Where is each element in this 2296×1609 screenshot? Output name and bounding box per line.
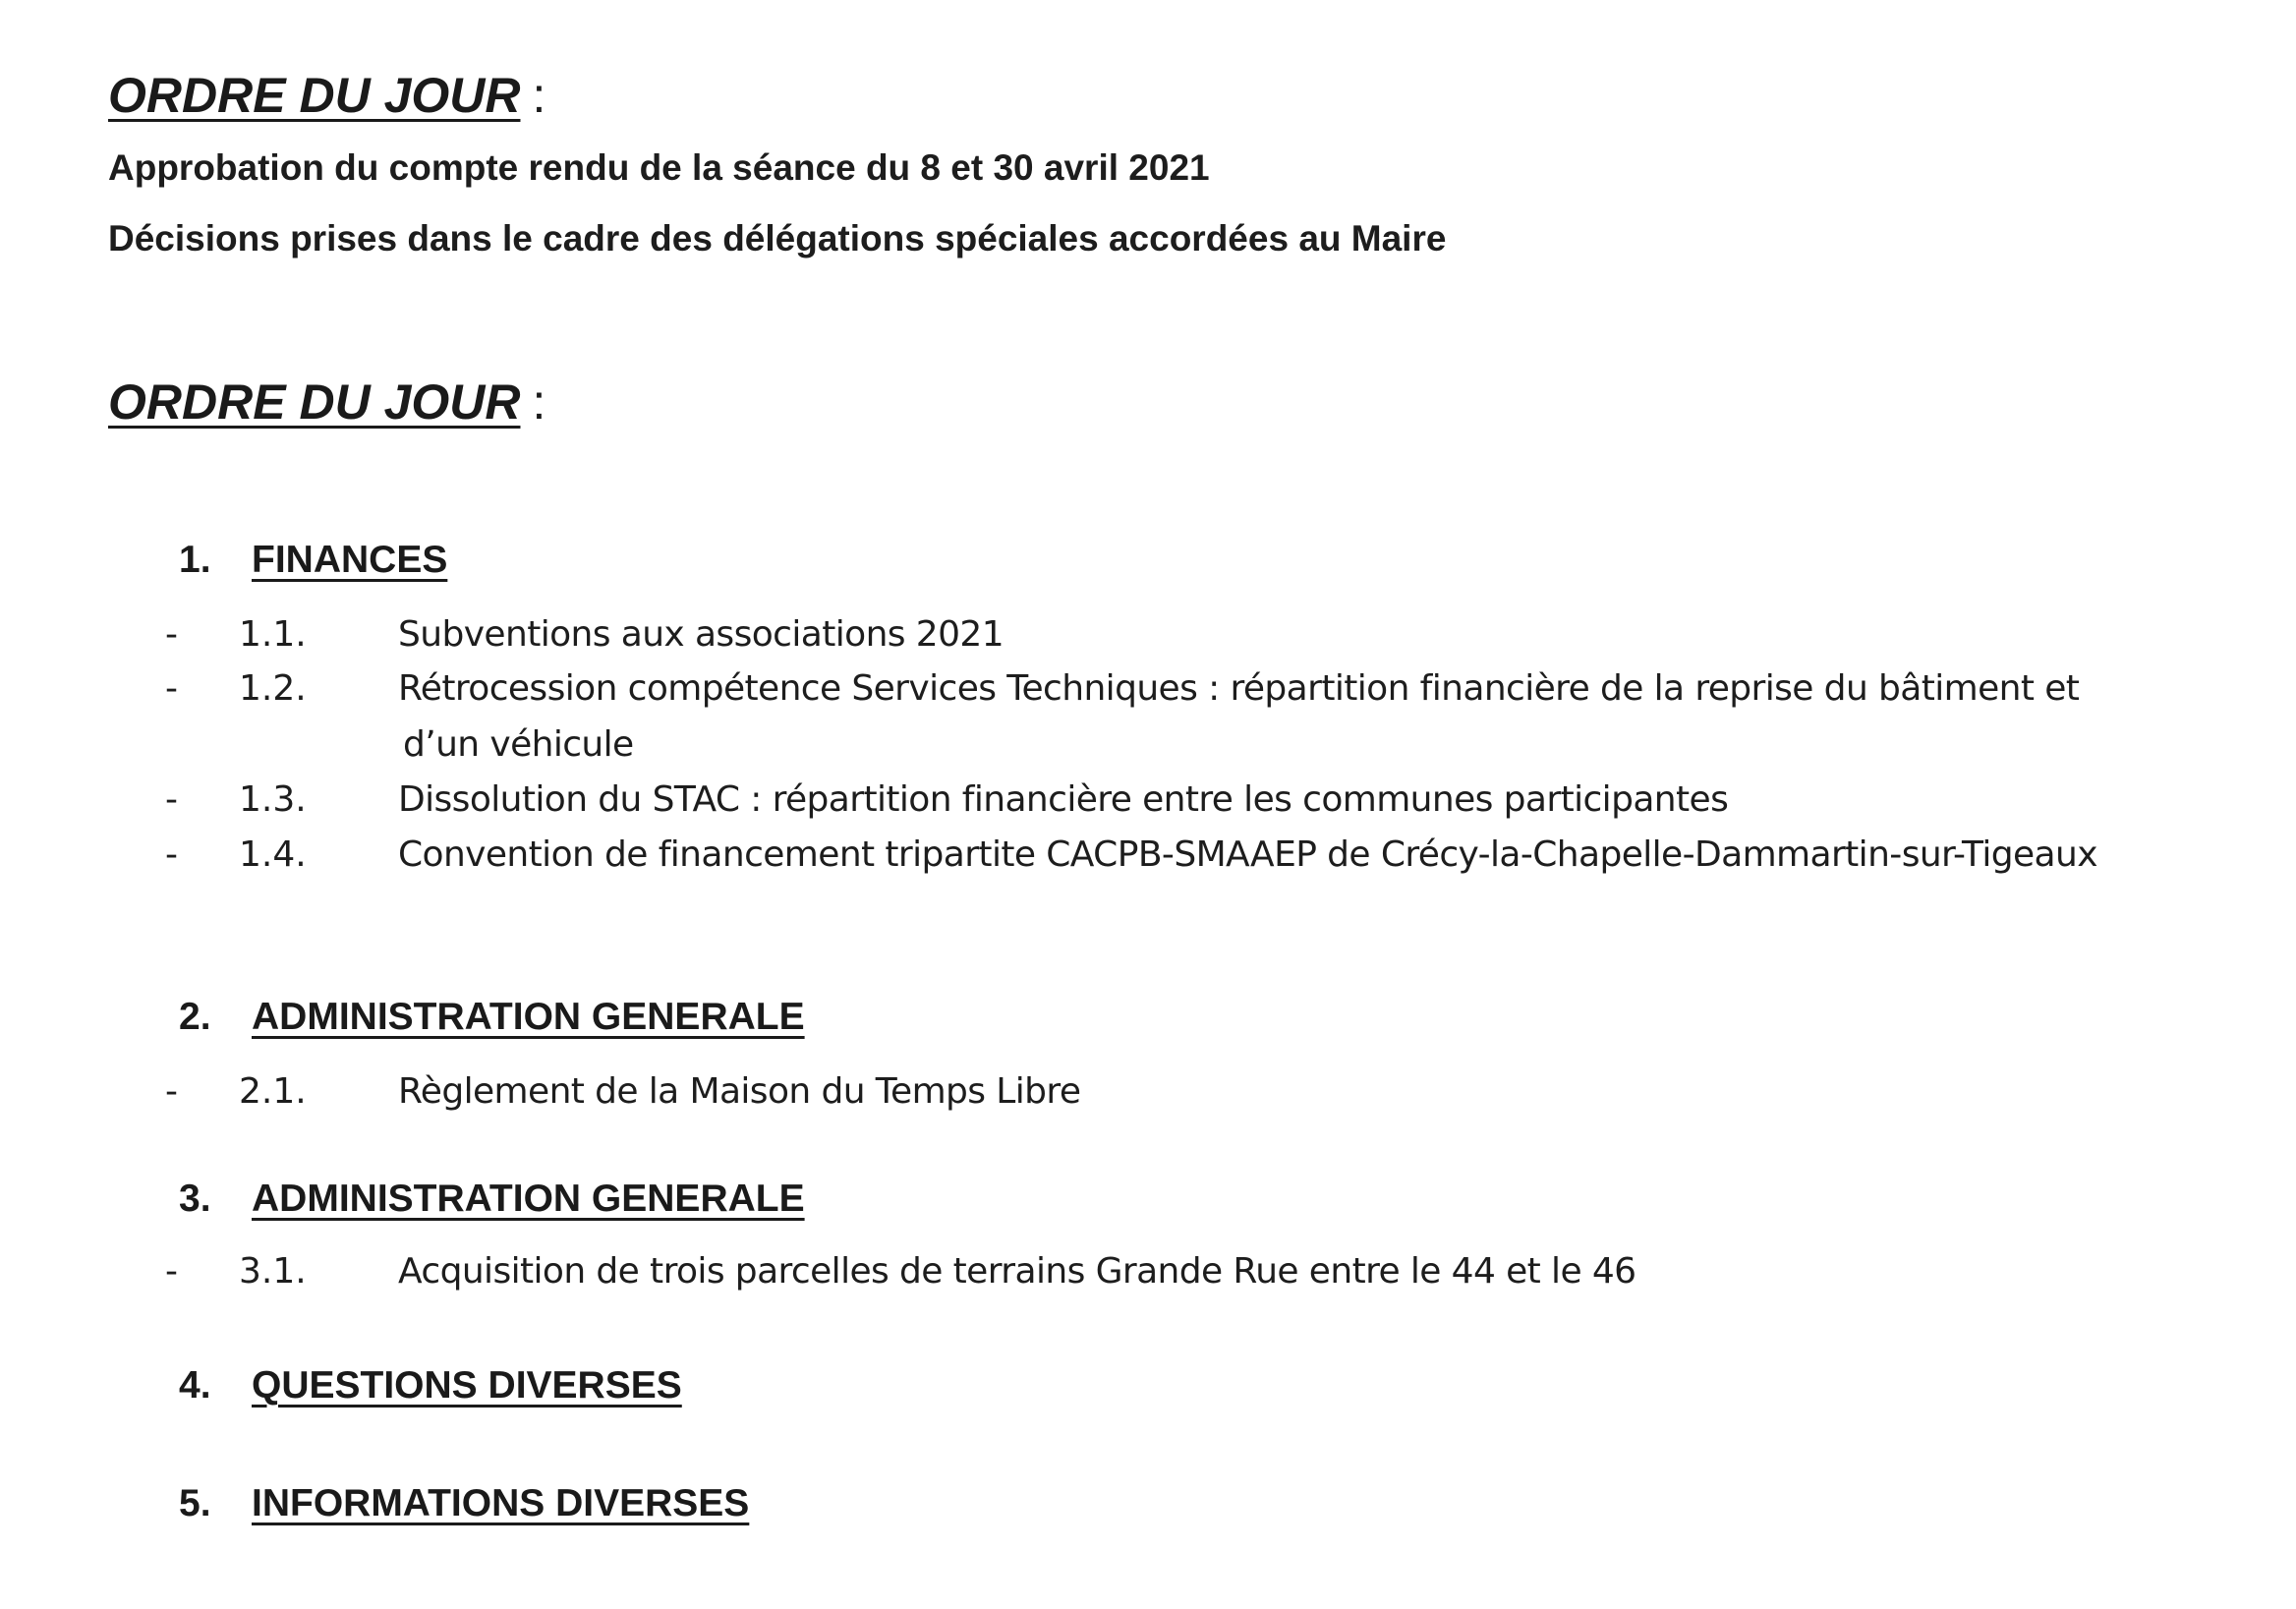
item-number: 1.2.: [239, 668, 307, 709]
section-number: 5.: [179, 1482, 211, 1524]
item-dash: -: [165, 1251, 178, 1292]
agenda-heading-colon: :: [532, 68, 546, 123]
item-number: 1.3.: [239, 779, 307, 820]
item-dash: -: [165, 668, 178, 709]
item-dash: -: [165, 834, 178, 875]
item-text: Rétrocession compétence Services Techniques : répartition financière de la reprise du bâtiment et: [398, 668, 2080, 709]
item-number: 2.1.: [239, 1071, 307, 1112]
item-dash: -: [165, 1071, 178, 1112]
item-text: Convention de financement tripartite CACPB-SMAAEP de Crécy-la-Chapelle-Dammartin-sur-Tigeaux: [398, 834, 2097, 875]
agenda-heading-title: ORDRE DU JOUR: [108, 374, 521, 430]
approval-minutes-line: Approbation du compte rendu de la séance du 8 et 30 avril 2021: [108, 147, 1210, 188]
section-number: 1.: [179, 539, 211, 581]
agenda-heading-colon: :: [532, 374, 546, 430]
item-text: Subventions aux associations 2021: [398, 614, 1004, 655]
section-informations-diverses: [179, 1482, 749, 1525]
section-title: FINANCES: [252, 539, 448, 581]
section-number: 2.: [179, 996, 211, 1038]
item-text: Acquisition de trois parcelles de terrains Grande Rue entre le 44 et le 46: [398, 1251, 1636, 1292]
item-number: 1.1.: [239, 614, 307, 655]
item-number: 3.1.: [239, 1251, 307, 1292]
section-title: QUESTIONS DIVERSES: [252, 1364, 682, 1407]
mayor-delegations-line: Décisions prises dans le cadre des délégations spéciales accordées au Maire: [108, 218, 1447, 259]
section-number: 4.: [179, 1364, 211, 1407]
section-administration-generale: [179, 996, 805, 1039]
item-text-continuation: d’un véhicule: [403, 724, 634, 765]
section-title: ADMINISTRATION GENERALE: [252, 1178, 805, 1220]
section-questions-diverses: [179, 1364, 682, 1408]
agenda-heading-primary: [108, 67, 545, 124]
item-dash: -: [165, 779, 178, 820]
item-number: 1.4.: [239, 834, 307, 875]
section-title: INFORMATIONS DIVERSES: [252, 1482, 750, 1524]
section-title: ADMINISTRATION GENERALE: [252, 996, 805, 1038]
section-number: 3.: [179, 1178, 211, 1220]
agenda-heading-title: ORDRE DU JOUR: [108, 68, 521, 123]
agenda-heading-secondary: [108, 374, 545, 431]
item-text: Dissolution du STAC : répartition financière entre les communes participantes: [398, 779, 1729, 820]
section-finances: [179, 539, 447, 582]
item-dash: -: [165, 614, 178, 655]
item-text: Règlement de la Maison du Temps Libre: [398, 1071, 1081, 1112]
section-administration-generale: [179, 1178, 805, 1221]
